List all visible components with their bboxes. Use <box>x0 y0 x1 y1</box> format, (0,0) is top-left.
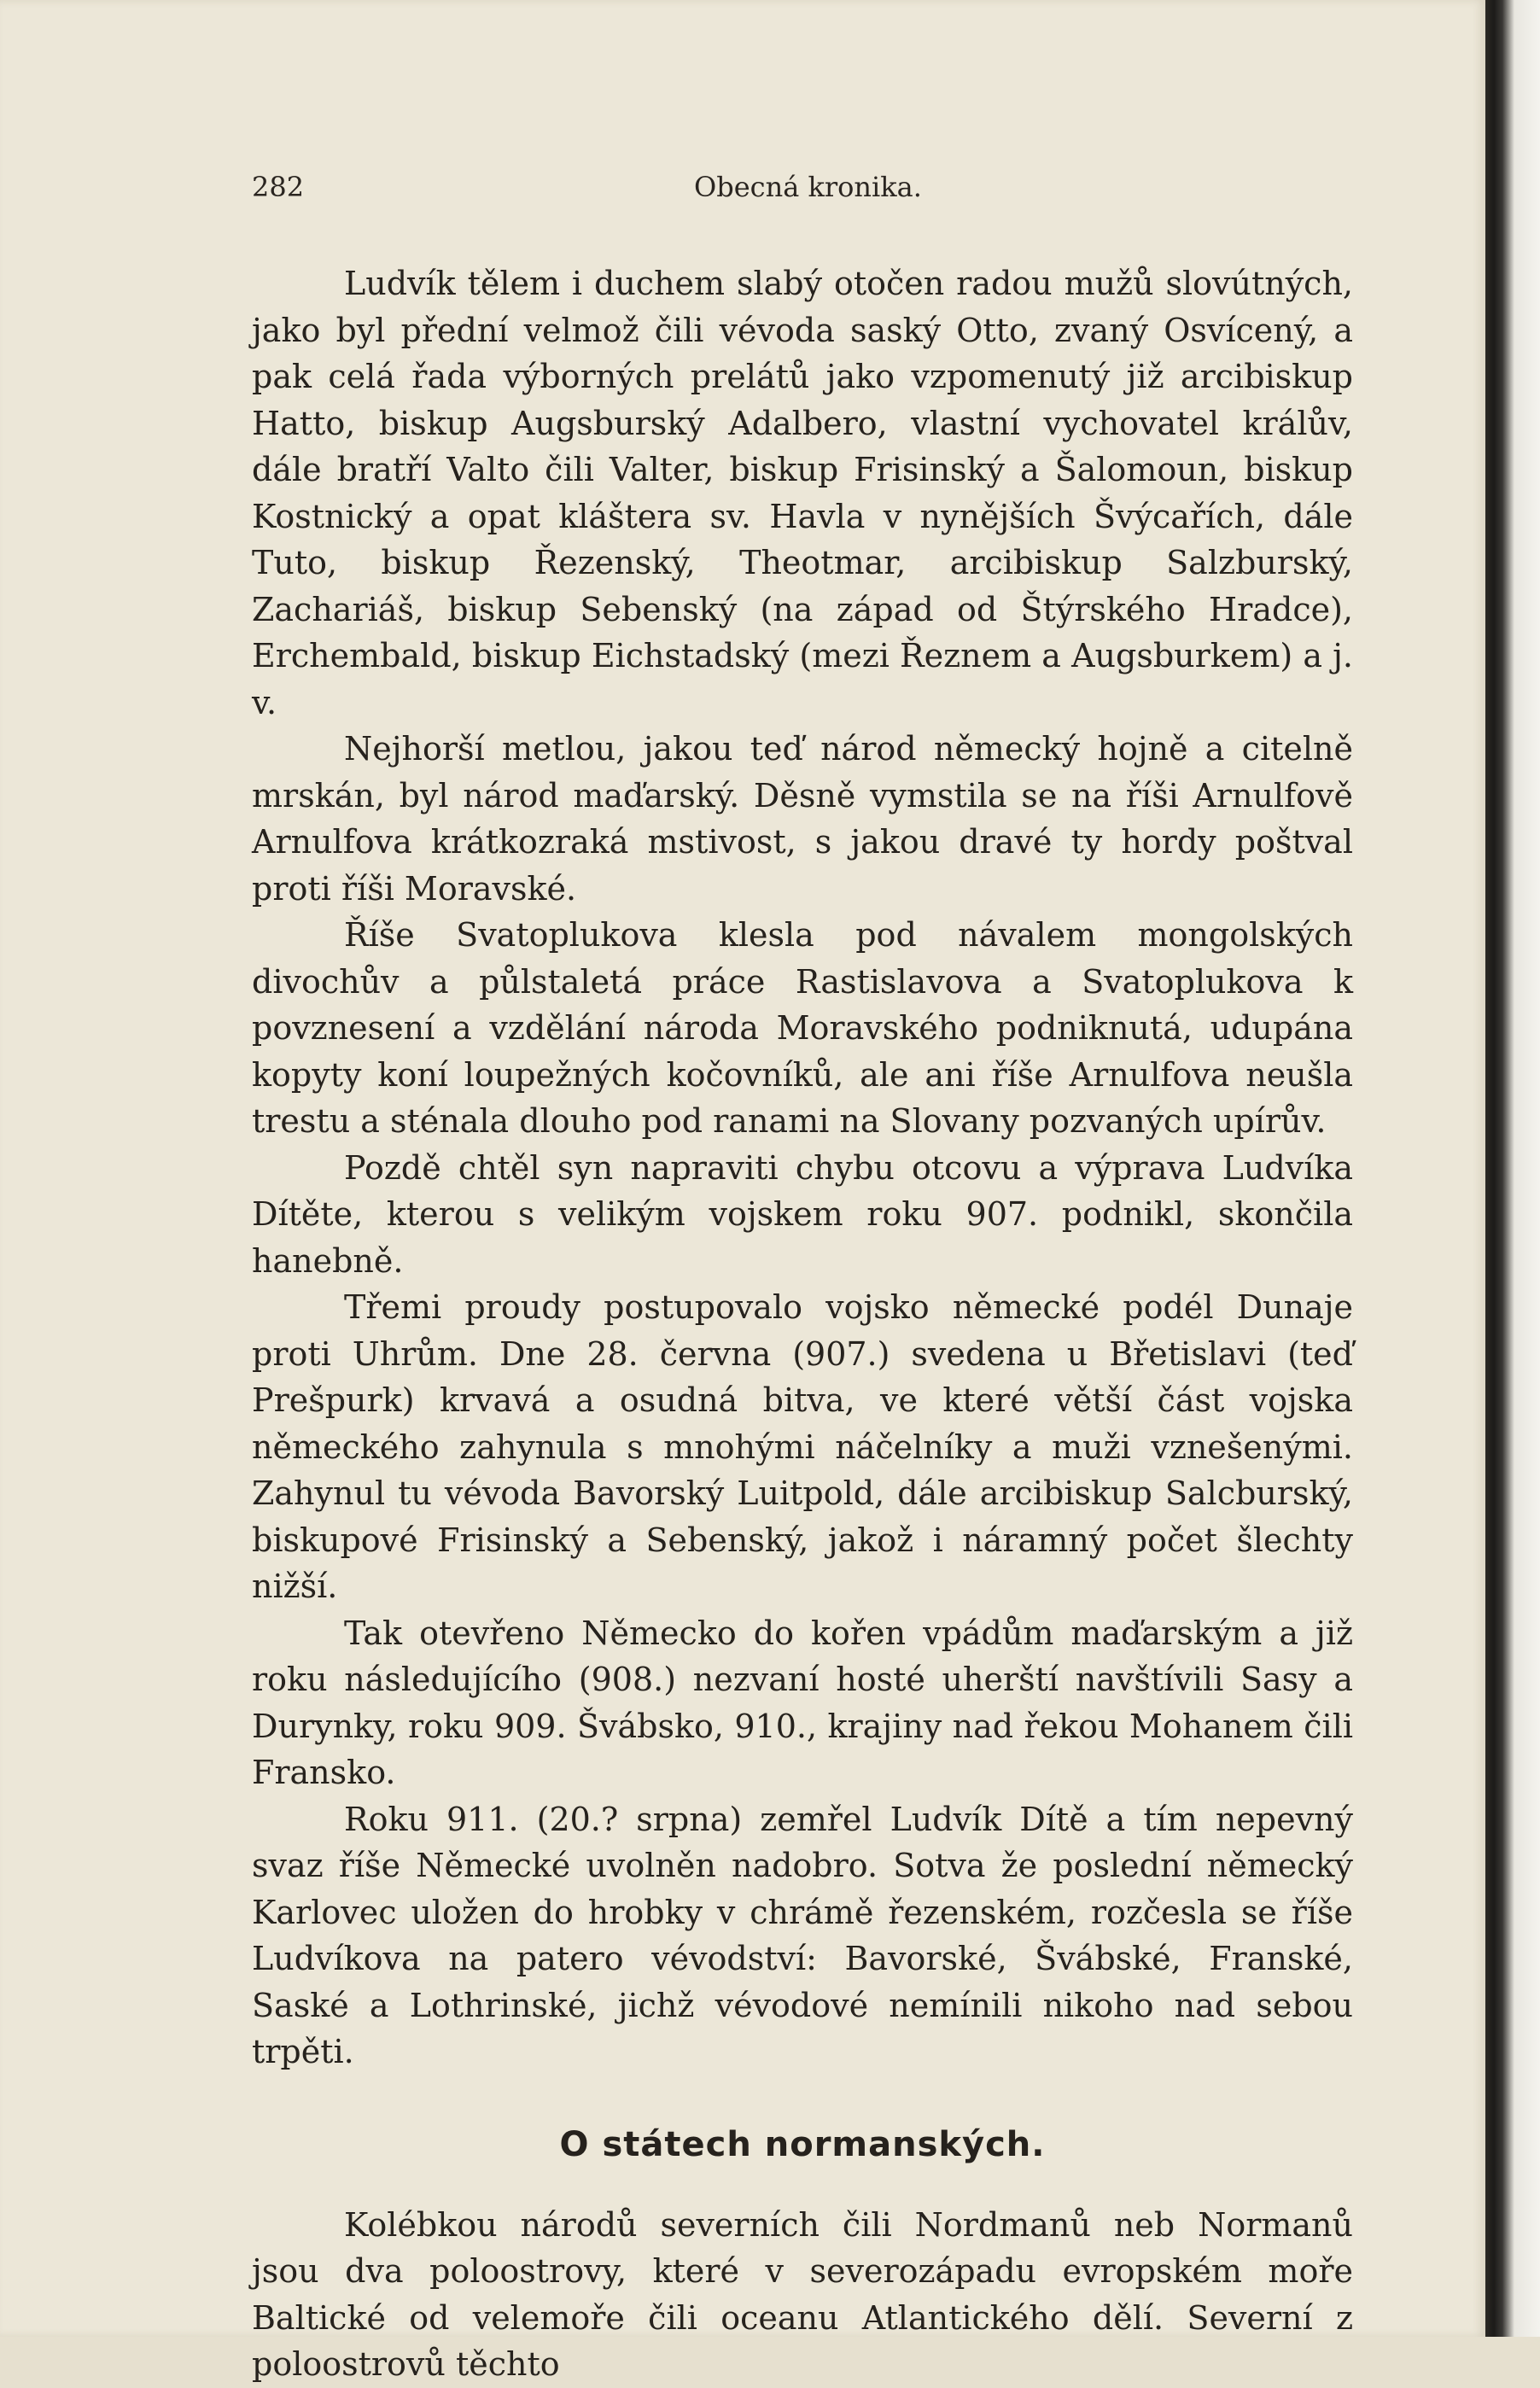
paragraph: Tak otevřeno Německo do kořen vpádům maďarským a již roku následujícího (908.) nezvaní hosté uherští navštívili Sasy a Durynky, roku 909. Švábsko, 910., krajiny nad řekou Mohanem čili Fransko. <box>252 1614 1353 1791</box>
paragraph: Pozdě chtěl syn napraviti chybu otcovu a výprava Ludvíka Dítěte, kterou s velikým vojskem roku 907. podnikl, skončila hanebně. <box>252 1148 1353 1280</box>
book-spine-edge <box>1485 0 1540 2337</box>
section-heading: O státech normanských. <box>559 2124 1046 2164</box>
paragraph: Třemi proudy postupovalo vojsko německé podél Dunaje proti Uhrům. Dne 28. června (907.) svedena u Břetislavi (teď Prešpurk) krvavá a osudná bitva, ve které větší část vojska německého zahynula s mnohými náčelníky a muži vznešenými. Zahynul tu vévoda Bavorský Luitpold, dále arcibiskup Salcburský, biskupové Frisinský a Sebenský, jakož i náramný počet šlechty nižší. <box>252 1288 1353 1605</box>
paragraph: Roku 911. (20.? srpna) zemřel Ludvík Dítě a tím nepevný svaz říše Německé uvolněn nadobro. Sotva že poslední německý Karlovec uložen do hrobky v chrámě řezenském, rozčesla se říše Ludvíkova na patero vévodství: Bavorské, Švábské, Franské, Saské a Lothrinské, jichž vévodové nemínili nikoho nad sebou trpěti. <box>252 1800 1353 2070</box>
body-text <box>252 260 1353 2388</box>
paragraph: Ludvík tělem i duchem slabý otočen radou mužů slovútných, jako byl přední velmož čili vévoda saský Otto, zvaný Osvícený, a pak celá řada výborných prelátů jako vzpomenutý již arcibiskup Hatto, biskup Augsburský Adalbero, vlastní vychovatel králův, dále bratří Valto čili Valter, biskup Frisinský a Šalomoun, biskup Kostnický a opat kláštera sv. Havla v nynějších Švýcařích, dále Tuto, biskup Řezenský, Theotmar, arcibiskup Salzburský, Zachariáš, biskup Sebenský (na západ od Štýrského Hradce), Erchembald, biskup Eichstadský (mezi Řeznem a Augsburkem) a j. v. <box>252 265 1353 721</box>
paragraph: Kolébkou národů severních čili Nordmanů neb Normanů jsou dva poloostrovy, které v severozápadu evropském moře Baltické od velemoře čili oceanu Atlantického dělí. Severní z poloostrovů těchto <box>252 2205 1353 2383</box>
running-title: Obecná kronika. <box>694 171 922 203</box>
paragraph: Nejhorší metlou, jakou teď národ německý hojně a citelně mrskán, byl národ maďarský. Děsně vymstila se na říši Arnulfově Arnulfova krátkozraká mstivost, s jakou dravé ty hordy poštval proti říši Moravské. <box>252 730 1353 908</box>
page-header <box>252 171 1353 213</box>
paragraph: Říše Svatoplukova klesla pod návalem mongolských divochův a půlstaletá práce Rastislavova a Svatoplukova k povznesení a vzdělání národa Moravského podniknutá, udupána kopyty koní loupežných kočovníků, ale ani říše Arnulfova neušla trestu a sténala dlouho pod ranami na Slovany pozvaných upírův. <box>252 916 1353 1140</box>
page-number: 282 <box>252 171 305 203</box>
